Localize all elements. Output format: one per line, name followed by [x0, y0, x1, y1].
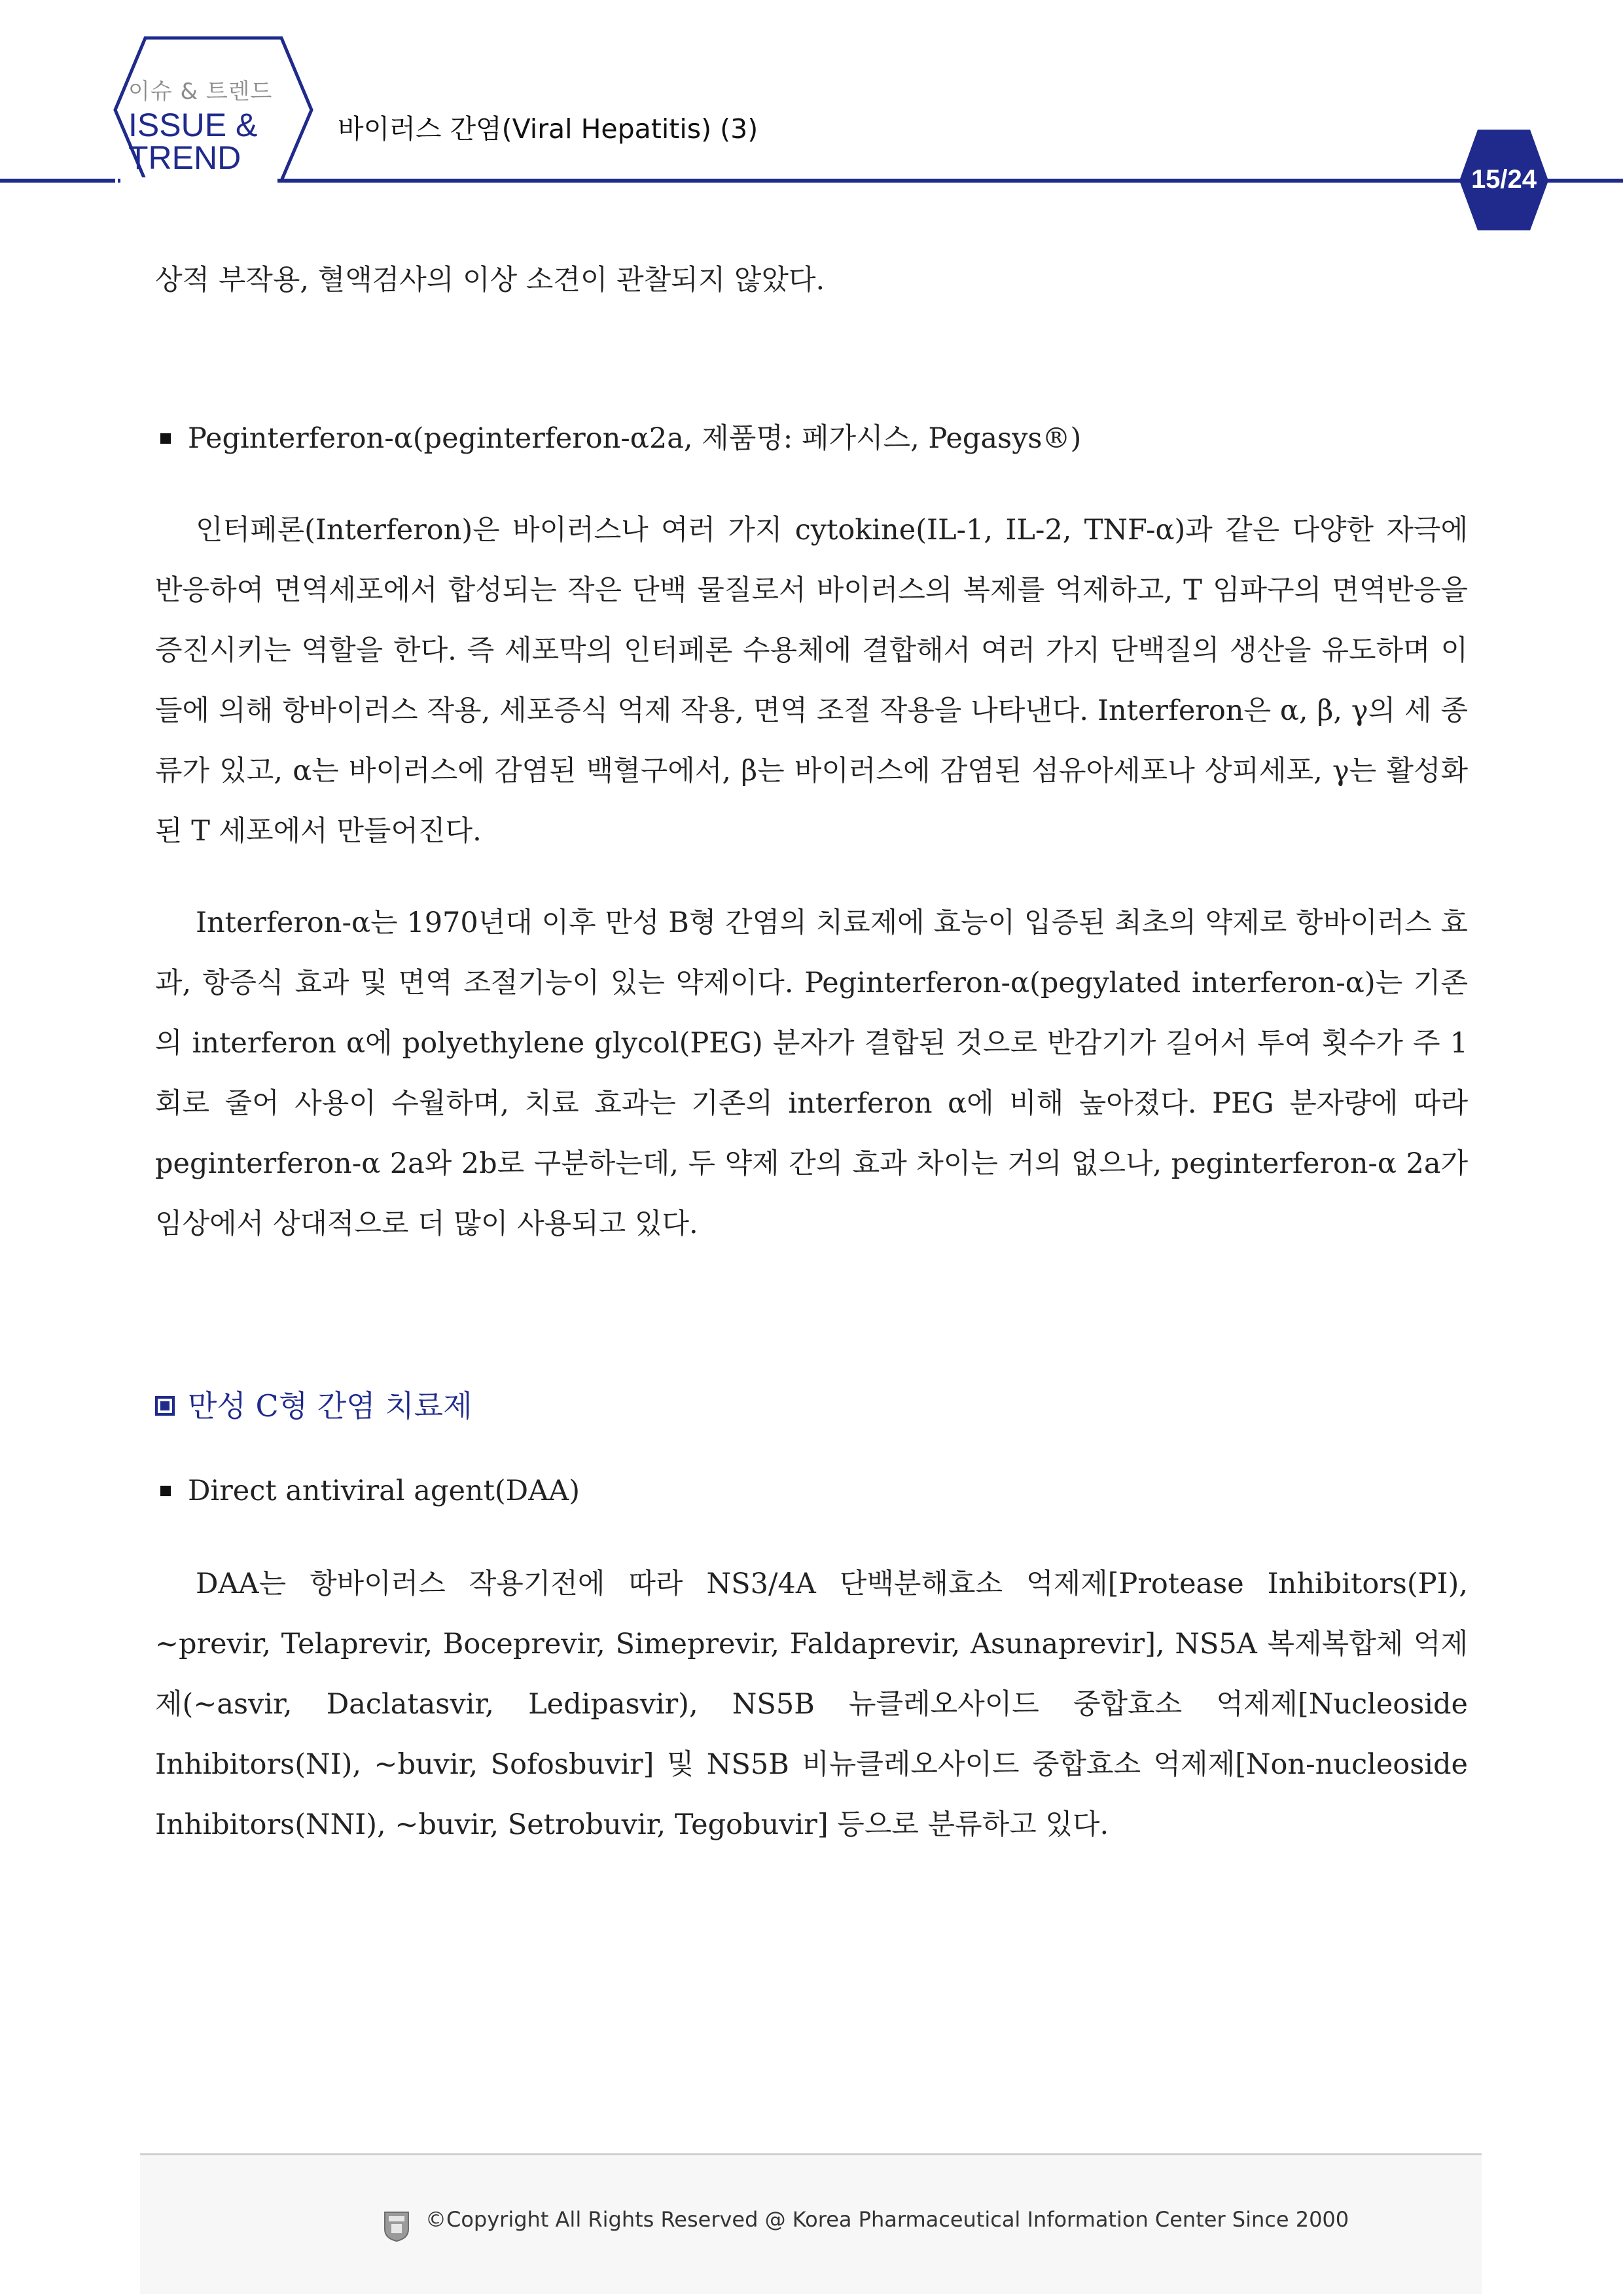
- bullet-square-icon: [160, 1486, 171, 1496]
- interferon-paragraph: 인터페론(Interferon)은 바이러스나 여러 가지 cytokine(IL-1, IL-2, TNF-α)과 같은 다양한 자극에 반응하여 면역세포에서 합성되는 작은 단백 물질로서 바이러스의 복제를 억제하고, T 임파구의 면역반응을 증진시키는 역할을 한다. 즉 세포막의 인터페론 수용체에 결합해서 여러 가지 단백질의 생산을 유도하며 이들에 의해 항바이러스 작용, 세포증식 억제 작용, 면역 조절 작용을 나타낸다. Interferon은 α, β, γ의 세 종류가 있고, α는 바이러스에 감염된 백혈구에서, β는 바이러스에 감염된 섬유아세포나 상피세포, γ는 활성화된 T 세포에서 만들어진다.: [155, 514, 1468, 848]
- continuation-text: 상적 부작용, 혈액검사의 이상 소견이 관찰되지 않았다.: [155, 264, 825, 296]
- badge-korean-label: 이슈 & 트렌드: [128, 79, 273, 105]
- page-number: 15/24: [1471, 165, 1537, 194]
- bullet-square-icon: [160, 433, 171, 444]
- daa-paragraph: DAA는 항바이러스 작용기전에 따라 NS3/4A 단백분해효소 억제제[Protease Inhibitors(PI), ~previr, Telaprevir, Boceprevir, Simeprevir, Faldaprevir, Asunaprevir], NS5A 복제복합체 억제제(~asvir, Daclatasvir, Ledipasvir), NS5B 뉴클레오사이드 중합효소 억제제[Nucleoside Inhibitors(NI), ~buvir, Sofosbuvir] 및 NS5B 비뉴클레오사이드 중합효소 억제제[Non-nucleoside Inhibitors(NNI), ~buvir, Setrobuvir, Tegobuvir] 등으로 분류하고 있다.: [155, 1568, 1468, 1841]
- section-heading: [155, 1386, 473, 1426]
- badge-issue-label: ISSUE &: [128, 107, 258, 143]
- kpic-logo-icon: [382, 2210, 411, 2242]
- daa-heading: Direct antiviral agent(DAA): [188, 1475, 580, 1507]
- peginterferon-bullet: [160, 419, 1081, 458]
- section-square-icon: [155, 1396, 175, 1416]
- document-title: 바이러스 간염(Viral Hepatitis) (3): [338, 113, 758, 145]
- copyright-text: ©Copyright All Rights Reserved @ Korea Pharmaceutical Information Center Since 2000: [425, 2207, 1349, 2232]
- daa-bullet: [160, 1471, 580, 1511]
- badge-trend-label: TREND: [128, 139, 241, 176]
- peginterferon-heading: Peginterferon-α(peginterferon-α2a, 제품명: 페가시스, Pegasys®): [188, 422, 1082, 455]
- section-title: 만성 C형 간염 치료제: [188, 1388, 473, 1424]
- interferon-alpha-paragraph: Interferon-α는 1970년대 이후 만성 B형 간염의 치료제에 효능이 입증된 최초의 약제로 항바이러스 효과, 항증식 효과 및 면역 조절기능이 있는 약제이다. Peginterferon-α(pegylated interferon-α)는 기존의 interferon α에 polyethylene glycol(PEG) 분자가 결합된 것으로 반감기가 길어서 투여 횟수가 주 1회로 줄어 사용이 수월하며, 치료 효과는 기존의 interferon α에 비해 높아졌다. PEG 분자량에 따라 peginterferon-α 2a와 2b로 구분하는데, 두 약제 간의 효과 차이는 거의 없으나, peginterferon-α 2a가 임상에서 상대적으로 더 많이 사용되고 있다.: [155, 906, 1468, 1240]
